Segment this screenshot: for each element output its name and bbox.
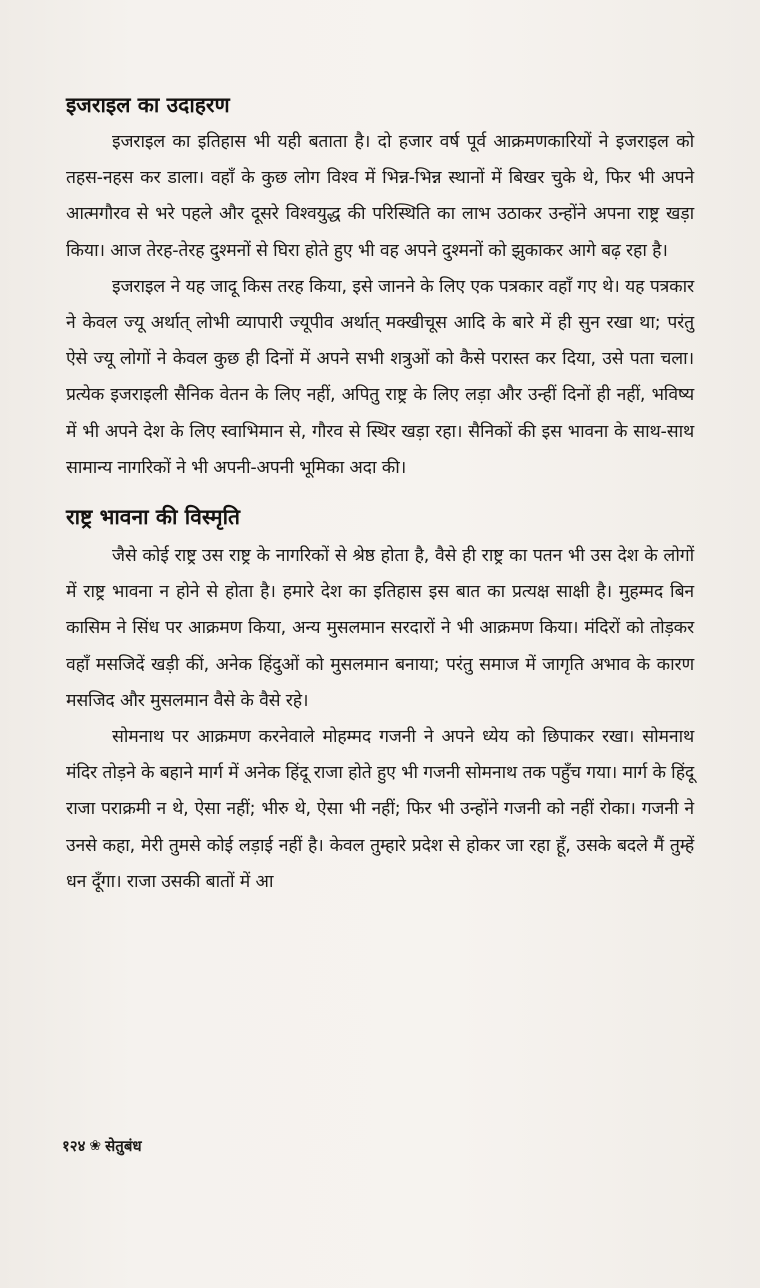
section-heading-israel: इजराइल का उदाहरण xyxy=(66,93,230,117)
paragraph: सोमनाथ पर आक्रमण करनेवाले मोहम्मद गजनी ने अपने ध्येय को छिपाकर रखा। सोमनाथ मंदिर तोड़ने के बहाने मार्ग में अनेक हिंदू राजा होते हुए भी गजनी सोमनाथ तक पहुँच गया। मार्ग के हिंदू राजा पराक्रमी न थे, ऐसा नहीं; भीरु थे, ऐसा भी नहीं; फिर भी उन्होंने गजनी को नहीं रोका। गजनी ने उनसे कहा, मेरी तुमसे कोई लड़ाई नहीं है। केवल तुम्हारे प्रदेश से होकर जा रहा हूँ, उसके बदले मैं तुम्हें धन दूँगा। राजा उसकी बातों में आ xyxy=(66,727,694,892)
page-body xyxy=(66,88,694,900)
book-title: सेतुबंध xyxy=(105,1137,142,1155)
page-footer xyxy=(62,1136,142,1156)
page-number: १२४ xyxy=(62,1137,86,1155)
section-heading-national-sentiment: राष्ट्र भावना की विस्मृति xyxy=(66,505,241,530)
flower-ornament-icon: ❀ xyxy=(89,1138,102,1154)
paragraph: जैसे कोई राष्ट्र उस राष्ट्र के नागरिकों से श्रेष्ठ होता है, वैसे ही राष्ट्र का पतन भी उस देश के लोगों में राष्ट्र भावना न होने से होता है। हमारे देश का इतिहास इस बात का प्रत्यक्ष साक्षी है। मुहम्मद बिन कासिम ने सिंध पर आक्रमण किया, अन्य मुसलमान सरदारों ने भी आक्रमण किया। मंदिरों को तोड़कर वहाँ मसजिदें खड़ी कीं, अनेक हिंदुओं को मुसलमान बनाया; परंतु समाज में जागृति अभाव के कारण मसजिद और मुसलमान वैसे के वैसे रहे। xyxy=(66,546,694,711)
paragraph: इजराइल का इतिहास भी यही बताता है। दो हजार वर्ष पूर्व आक्रमणकारियों ने इजराइल को तहस-नहस कर डाला। वहाँ के कुछ लोग विश्व में भिन्न-भिन्न स्थानों में बिखर चुके थे, फिर भी अपने आत्मगौरव से भरे पहले और दूसरे विश्वयुद्ध की परिस्थिति का लाभ उठाकर उन्होंने अपना राष्ट्र खड़ा किया। आज तेरह-तेरह दुश्मनों से घिरा होते हुए भी वह अपने दुश्मनों को झुकाकर आगे बढ़ रहा है। xyxy=(66,132,694,261)
paragraph: इजराइल ने यह जादू किस तरह किया, इसे जानने के लिए एक पत्रकार वहाँ गए थे। यह पत्रकार ने केवल ज्यू अर्थात् लोभी व्यापारी ज्यूपीव अर्थात् मक्खीचूस आदि के बारे में ही सुन रखा था; परंतु ऐसे ज्यू लोगों ने केवल कुछ ही दिनों में अपने सभी शत्रुओं को कैसे परास्त कर दिया, उसे पता चला। प्रत्येक इजराइली सैनिक वेतन के लिए नहीं, अपितु राष्ट्र के लिए लड़ा और उन्हीं दिनों ही नहीं, भविष्य में भी अपने देश के लिए स्वाभिमान से, गौरव से स्थिर खड़ा रहा। सैनिकों की इस भावना के साथ-साथ सामान्य नागरिकों ने भी अपनी-अपनी भूमिका अदा की। xyxy=(66,276,694,478)
